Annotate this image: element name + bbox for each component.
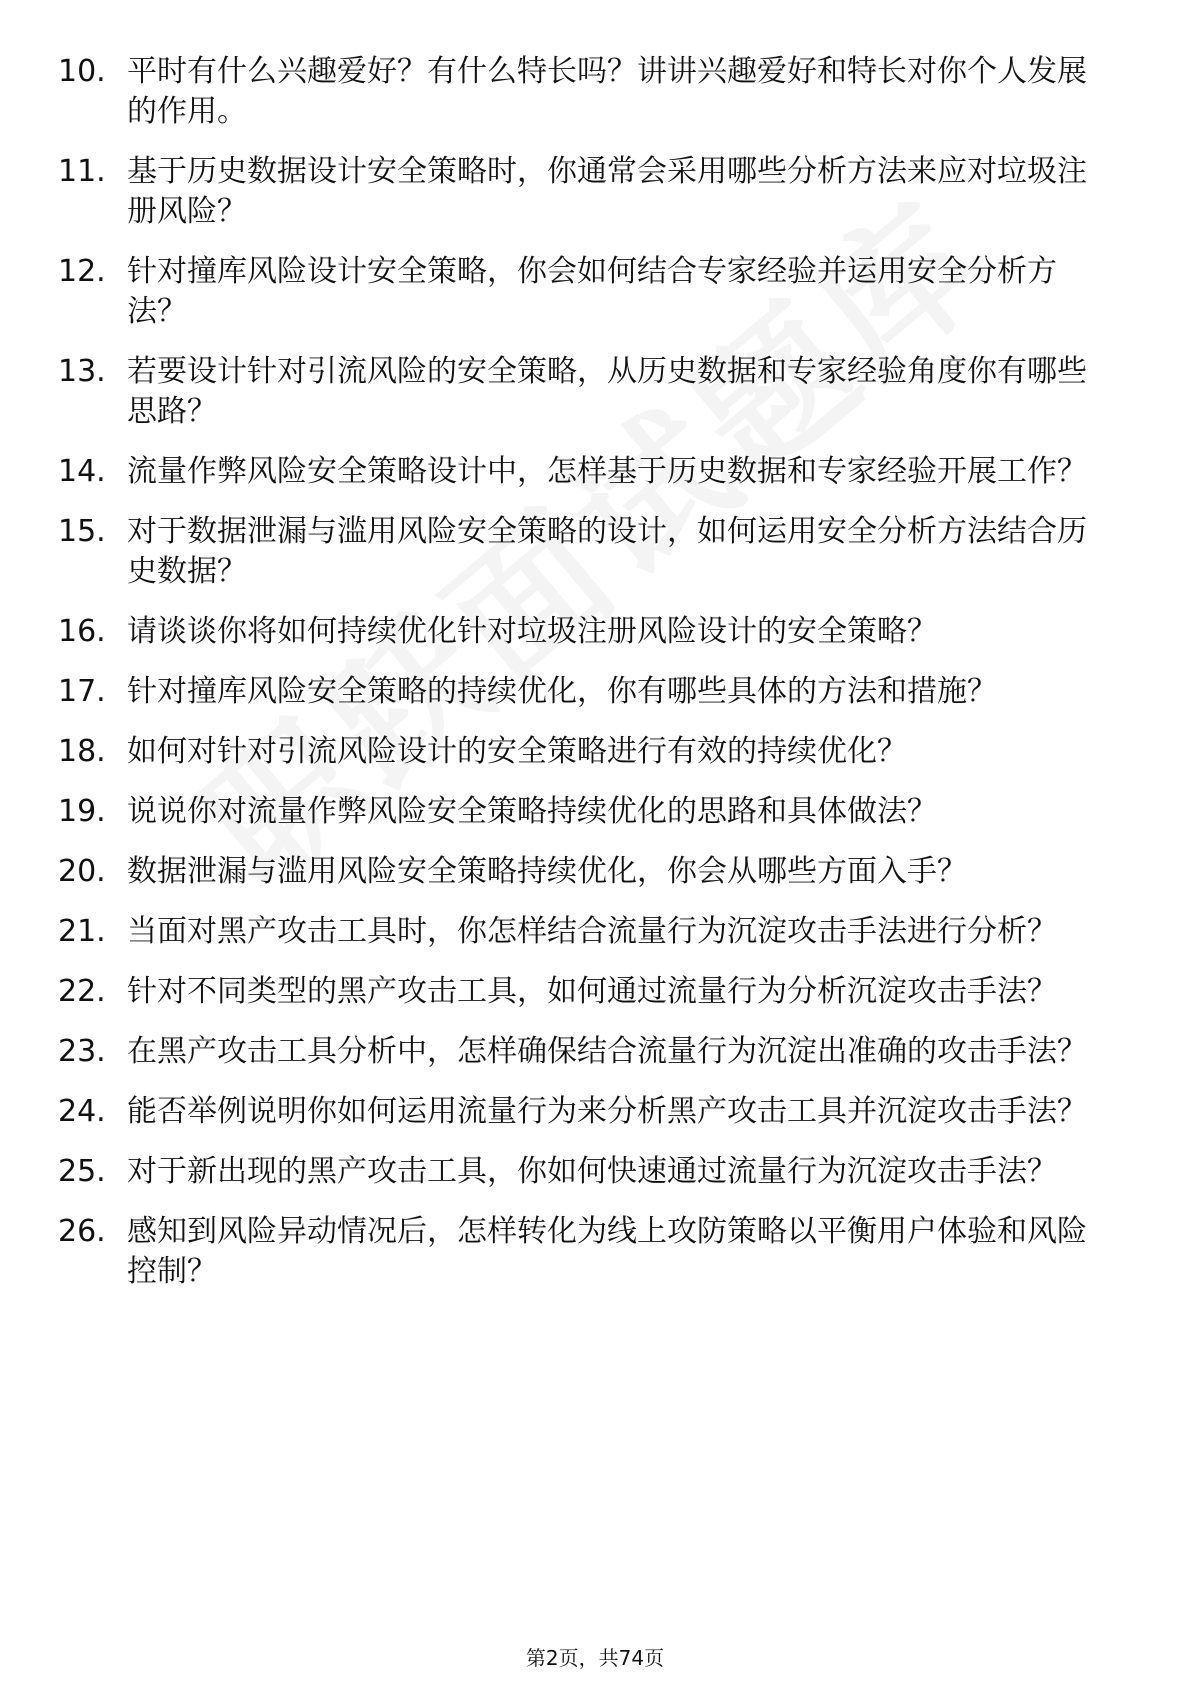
question-text: 数据泄漏与滥用风险安全策略持续优化，你会从哪些方面入手？	[127, 854, 967, 889]
question-number: 17.	[58, 674, 106, 709]
question-text: 感知到风险异动情况后，怎样转化为线上攻防策略以平衡用户体验和风险控制？	[127, 1214, 1087, 1289]
list-item	[0, 612, 1190, 652]
list-item	[0, 732, 1190, 772]
question-text: 请谈谈你将如何持续优化针对垃圾注册风险设计的安全策略？	[127, 614, 937, 649]
question-number: 15.	[58, 514, 106, 549]
list-item	[0, 912, 1190, 952]
question-number: 11.	[58, 154, 106, 189]
question-number: 26.	[58, 1214, 106, 1249]
question-number: 22.	[58, 974, 106, 1009]
list-item	[0, 252, 1190, 332]
question-number: 18.	[58, 734, 106, 769]
list-item	[0, 1152, 1190, 1192]
question-number: 25.	[58, 1154, 106, 1189]
list-item	[0, 672, 1190, 712]
question-text: 平时有什么兴趣爱好？有什么特长吗？讲讲兴趣爱好和特长对你个人发展的作用。	[127, 54, 1087, 129]
page-footer: 第2页，共74页	[525, 1646, 665, 1670]
question-text: 针对撞库风险安全策略的持续优化，你有哪些具体的方法和措施？	[127, 674, 997, 709]
list-item	[0, 152, 1190, 232]
list-item	[0, 512, 1190, 592]
question-number: 23.	[58, 1034, 106, 1069]
question-number: 10.	[58, 54, 106, 89]
question-text: 如何对针对引流风险设计的安全策略进行有效的持续优化？	[127, 734, 907, 769]
question-number: 24.	[58, 1094, 106, 1129]
question-number: 12.	[58, 254, 106, 289]
question-text: 针对不同类型的黑产攻击工具，如何通过流量行为分析沉淀攻击手法？	[127, 974, 1057, 1009]
list-item	[0, 452, 1190, 492]
list-item	[0, 852, 1190, 892]
question-text: 若要设计针对引流风险的安全策略，从历史数据和专家经验角度你有哪些思路？	[127, 354, 1087, 429]
list-item	[0, 1092, 1190, 1132]
question-number: 19.	[58, 794, 106, 829]
question-number: 13.	[58, 354, 106, 389]
question-text: 在黑产攻击工具分析中，怎样确保结合流量行为沉淀出准确的攻击手法？	[127, 1034, 1087, 1069]
question-text: 流量作弊风险安全策略设计中，怎样基于历史数据和专家经验开展工作？	[127, 454, 1087, 489]
question-text: 基于历史数据设计安全策略时，你通常会采用哪些分析方法来应对垃圾注册风险？	[127, 154, 1087, 229]
question-number: 21.	[58, 914, 106, 949]
question-text: 针对撞库风险设计安全策略，你会如何结合专家经验并运用安全分析方法？	[127, 254, 1057, 329]
question-text: 对于数据泄漏与滥用风险安全策略的设计，如何运用安全分析方法结合历史数据？	[127, 514, 1087, 589]
list-item	[0, 52, 1190, 132]
list-item	[0, 1212, 1190, 1292]
question-number: 14.	[58, 454, 106, 489]
question-list	[0, 52, 1190, 1312]
question-text: 当面对黑产攻击工具时，你怎样结合流量行为沉淀攻击手法进行分析？	[127, 914, 1057, 949]
question-number: 16.	[58, 614, 106, 649]
question-text: 对于新出现的黑产攻击工具，你如何快速通过流量行为沉淀攻击手法？	[127, 1154, 1057, 1189]
list-item	[0, 972, 1190, 1012]
question-text: 能否举例说明你如何运用流量行为来分析黑产攻击工具并沉淀攻击手法？	[127, 1094, 1087, 1129]
question-number: 20.	[58, 854, 106, 889]
list-item	[0, 1032, 1190, 1072]
list-item	[0, 352, 1190, 432]
question-text: 说说你对流量作弊风险安全策略持续优化的思路和具体做法？	[127, 794, 937, 829]
list-item	[0, 792, 1190, 832]
